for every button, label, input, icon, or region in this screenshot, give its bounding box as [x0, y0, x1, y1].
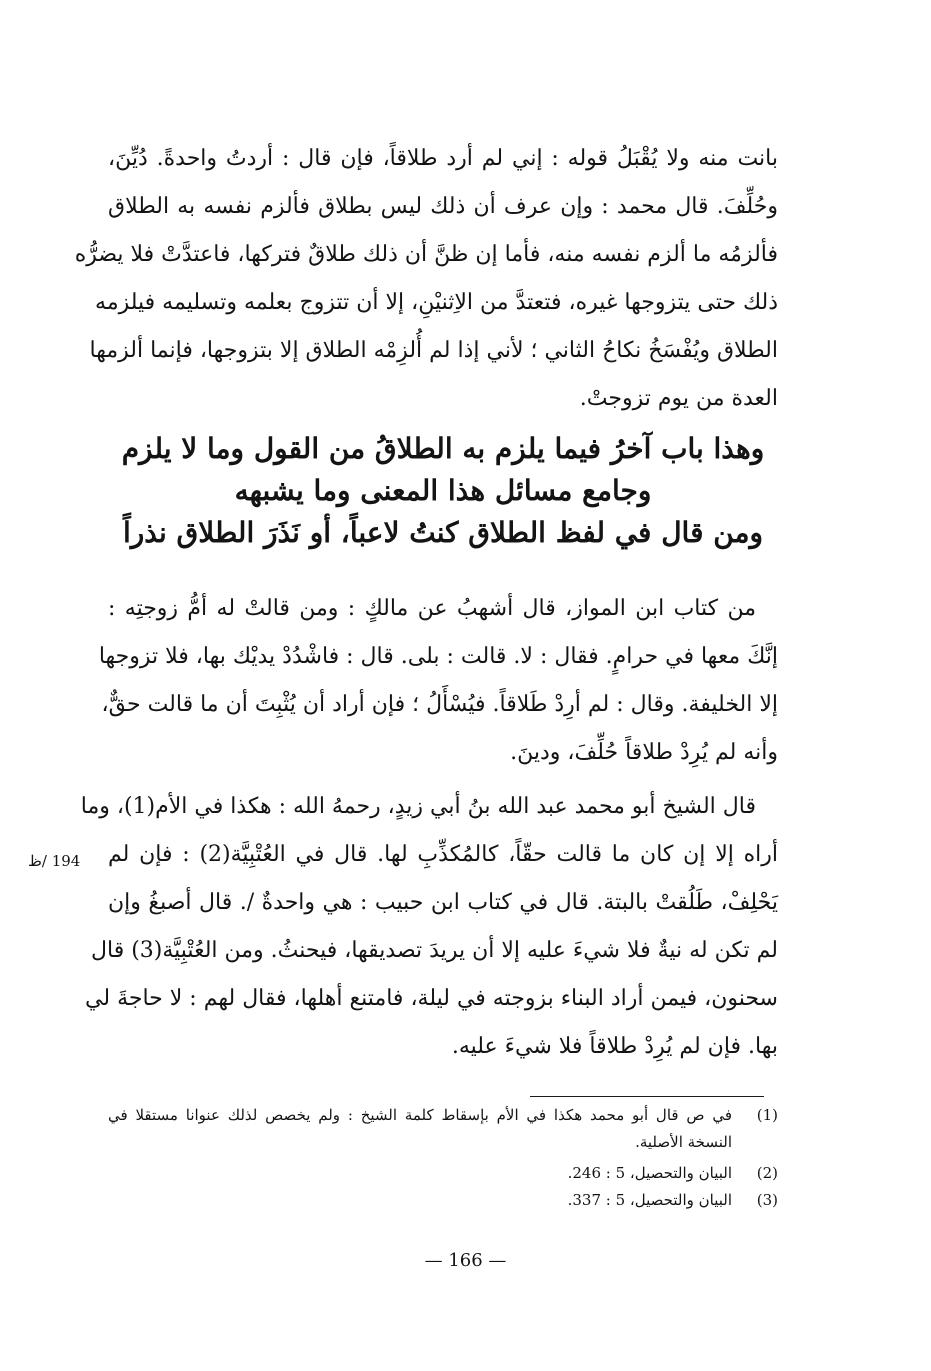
footnote	[108, 1187, 778, 1214]
footnote-text: البيان والتحصيل، 5 : 337.	[567, 1191, 732, 1209]
footnote-number: (1)	[756, 1106, 778, 1124]
ibn-mawwaz-paragraph	[98, 585, 778, 777]
heading-line: وهذا باب آخرُ فيما يلزم به الطلاقُ من القول وما لا يلزم	[121, 432, 765, 465]
footnote-text: النسخة الأصلية.	[635, 1133, 732, 1151]
text-line: إلا الخليفة. وقال : لم أرِدْ طَلاقاً. فيُسْأَلُ ؛ فإن أراد أن يُثْبِتَ أن ما قالت حقٌّ،	[101, 692, 778, 717]
footnote-text: في ص قال أبو محمد هكذا في الأم بإسقاط كلمة الشيخ : ولم يخصص لذلك عنوانا مستقلا في	[108, 1106, 732, 1124]
opening-paragraph	[74, 135, 778, 423]
chapter-heading	[108, 428, 778, 554]
manuscript-folio-note: 194 /ظ	[28, 852, 81, 870]
heading-line: وجامع مسائل هذا المعنى وما يشبهه	[234, 474, 652, 507]
heading-line: ومن قال في لفظ الطلاق كنتُ لاعباً، أو نَذَرَ الطلاق نذراً	[122, 516, 764, 549]
text-line: سحنون، فيمن أراد البناء بزوجته في ليلة، فامتنع أهلها، فقال لهم : لا حاجةَ لي	[85, 986, 778, 1011]
footnote-number: (3)	[756, 1191, 778, 1209]
footnote	[108, 1102, 778, 1156]
text-line: إنَّكَ معها في حرامٍ. فقال : لا. قالت : بلى. قال : فاشْدُدْ يديْك بها، فلا تزوجها	[98, 644, 778, 669]
text-line: من كتاب ابن المواز، قال أشهبُ عن مالكٍ : ومن قالتْ له أمُّ زوجتِه :	[108, 596, 756, 621]
text-line: وحُلِّفَ. قال محمد : وإن عرف أن ذلك ليس بطلاق فألزم نفسه به الطلاق	[108, 194, 778, 219]
footnote-number: (2)	[756, 1164, 778, 1182]
text-line: العدة من يوم تزوجتْ.	[579, 386, 778, 411]
text-line: بها. فإن لم يُرِدْ طلاقاً فلا شيءَ عليه.	[451, 1034, 778, 1059]
shaykh-paragraph	[80, 783, 778, 1071]
text-line: يَحْلِفْ، طَلُقتْ بالبتة. قال في كتاب ابن حبيب : هي واحدةٌ /. قال أصبغُ وإن	[108, 890, 778, 915]
footnote-text: البيان والتحصيل، 5 : 246.	[567, 1164, 732, 1182]
text-line: أراه إلا إن كان ما قالت حقّاً، كالمُكذِّبِ لها. قال في العُتْبِيَّة(2) : فإن لم	[108, 842, 778, 867]
text-line: وأنه لم يُرِدْ طلاقاً حُلِّفَ، ودينَ.	[510, 740, 778, 765]
text-line: الطلاق ويُفْسَخُ نكاحُ الثاني ؛ لأني إذا لم أُلزِمْه الطلاق إلا بتزوجها، فإنما ألزمها	[89, 338, 778, 363]
footnote-separator	[530, 1096, 764, 1097]
footnote	[108, 1160, 778, 1187]
text-line: بانت منه ولا يُقْبَلُ قوله : إني لم أرد طلاقاً، فإن قال : أردتُ واحدةً. دُيِّنَ،	[108, 146, 778, 171]
text-line: قال الشيخ أبو محمد عبد الله بنُ أبي زيدٍ، رحمهُ الله : هكذا في الأم(1)، وما	[80, 794, 756, 819]
text-line: لم تكن له نيةٌ فلا شيءَ عليه إلا أن يريدَ تصديقها، فيحنثُ. ومن العُتْبِيَّة(3) قال	[91, 938, 778, 963]
text-line: فألزمُه ما ألزم نفسه منه، فأما إن ظنَّ أن ذلك طلاقٌ فتركها، فاعتدَّتْ فلا يضرُّه	[74, 242, 778, 267]
footnotes	[108, 1102, 778, 1214]
text-line: ذلك حتى يتزوجها غيره، فتعتدَّ من الاِثنيْنِ، إلا أن تتزوج بعلمه وتسليمه فيلزمه	[95, 290, 778, 315]
page-number: — 166 —	[424, 1250, 507, 1271]
